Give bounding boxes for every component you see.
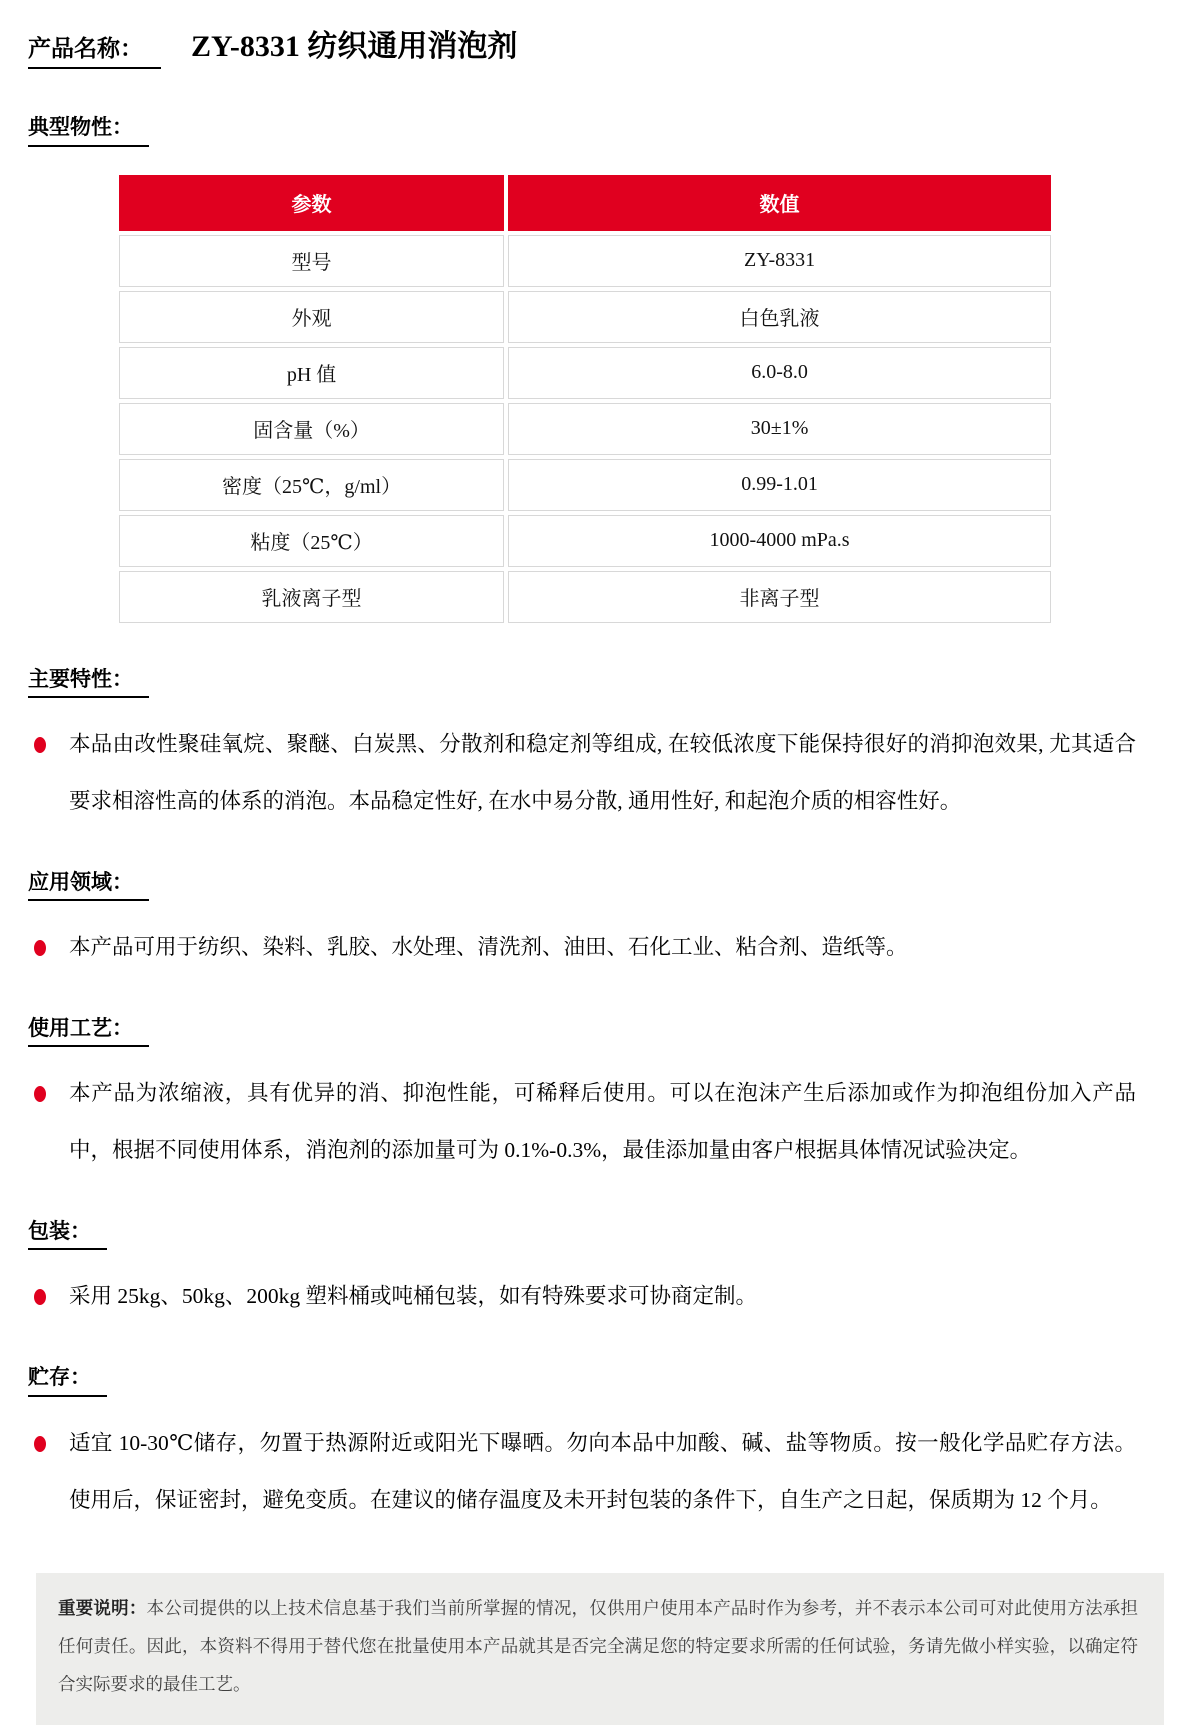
storage-text: 适宜 10-30℃储存，勿置于热源附近或阳光下曝晒。勿向本品中加酸、碱、盐等物质。按一般化学品贮存方法。使用后，保证密封，避免变质。在建议的储存温度及未开封包装的条件下，自生产之日起，保质期为 12 个月。: [69, 1430, 1136, 1512]
bullet-icon: [34, 1289, 46, 1305]
disclaimer-paragraph: [58, 1589, 1138, 1703]
disclaimer-box: [36, 1573, 1164, 1725]
section-heading-applications: [28, 870, 1136, 901]
bullet-item: [28, 1415, 1136, 1529]
value-cell: 1000-4000 mPa.s: [508, 515, 1051, 567]
bullet-item: [28, 1065, 1136, 1179]
section-heading-features: [28, 667, 1136, 698]
table-row: [119, 235, 1051, 287]
section-heading-storage: [28, 1365, 1136, 1396]
section-heading-label: 使用工艺：: [28, 1016, 149, 1047]
param-cell: 粘度（25℃）: [119, 515, 504, 567]
param-cell: 外观: [119, 291, 504, 343]
section-heading-label: 典型物性：: [28, 115, 149, 146]
table-row: [119, 515, 1051, 567]
disclaimer-text: 本公司提供的以上技术信息基于我们当前所掌握的情况，仅供用户使用本产品时作为参考，并不表示本公司可对此使用方法承担任何责任。因此，本资料不得用于替代您在批量使用本产品就其是否完全满足您的特定要求所需的任何试验，务请先做小样实验，以确定符合实际要求的最佳工艺。: [58, 1597, 1139, 1694]
param-cell: 型号: [119, 235, 504, 287]
param-cell: 固含量（%）: [119, 403, 504, 455]
bullet-icon: [34, 737, 46, 753]
value-cell: 白色乳液: [508, 291, 1051, 343]
bullet-icon: [34, 1436, 46, 1452]
table-header-value: 数值: [508, 175, 1051, 231]
bullet-icon: [34, 1086, 46, 1102]
section-heading-label: 主要特性：: [28, 667, 149, 698]
section-heading-label: 包装：: [28, 1219, 107, 1250]
table-row: [119, 291, 1051, 343]
table-row: [119, 571, 1051, 623]
product-title: ZY-8331 纺织通用消泡剂: [191, 30, 518, 63]
table-row: [119, 347, 1051, 399]
value-cell: 30±1%: [508, 403, 1051, 455]
features-text: 本品由改性聚硅氧烷、聚醚、白炭黑、分散剂和稳定剂等组成, 在较低浓度下能保持很好的消抑泡效果, 尤其适合要求相溶性高的体系的消泡。本品稳定性好, 在水中易分散, 通用性好, 和起泡介质的相容性好。: [69, 731, 1136, 813]
value-cell: 非离子型: [508, 571, 1051, 623]
usage-text: 本产品为浓缩液，具有优异的消、抑泡性能，可稀释后使用。可以在泡沫产生后添加或作为抑泡组份加入产品中，根据不同使用体系，消泡剂的添加量可为 0.1%-0.3%，最佳添加量由客户根据具体情况试验决定。: [69, 1081, 1136, 1163]
bullet-icon: [34, 940, 46, 956]
table-row: [119, 459, 1051, 511]
bullet-item: [28, 716, 1136, 830]
disclaimer-label: 重要说明：: [58, 1597, 147, 1618]
bullet-item: [28, 1268, 1136, 1325]
properties-table: [115, 171, 1055, 627]
applications-text: 本产品可用于纺织、染料、乳胶、水处理、清洗剂、油田、石化工业、粘合剂、造纸等。: [69, 935, 908, 959]
value-cell: ZY-8331: [508, 235, 1051, 287]
table-header-row: [119, 175, 1051, 231]
param-cell: 密度（25℃，g/ml）: [119, 459, 504, 511]
section-heading-label: 贮存：: [28, 1365, 107, 1396]
table-header-param: 参数: [119, 175, 504, 231]
table-row: [119, 403, 1051, 455]
packaging-text: 采用 25kg、50kg、200kg 塑料桶或吨桶包装，如有特殊要求可协商定制。: [69, 1284, 758, 1309]
bullet-item: [28, 919, 1136, 976]
section-heading-label: 应用领域：: [28, 870, 149, 901]
section-heading-properties: [28, 115, 1136, 146]
product-name-label: 产品名称：: [28, 36, 161, 69]
section-heading-usage: [28, 1016, 1136, 1047]
value-cell: 6.0-8.0: [508, 347, 1051, 399]
param-cell: pH 值: [119, 347, 504, 399]
value-cell: 0.99-1.01: [508, 459, 1051, 511]
param-cell: 乳液离子型: [119, 571, 504, 623]
section-heading-packaging: [28, 1219, 1136, 1250]
title-row: [28, 30, 1136, 69]
